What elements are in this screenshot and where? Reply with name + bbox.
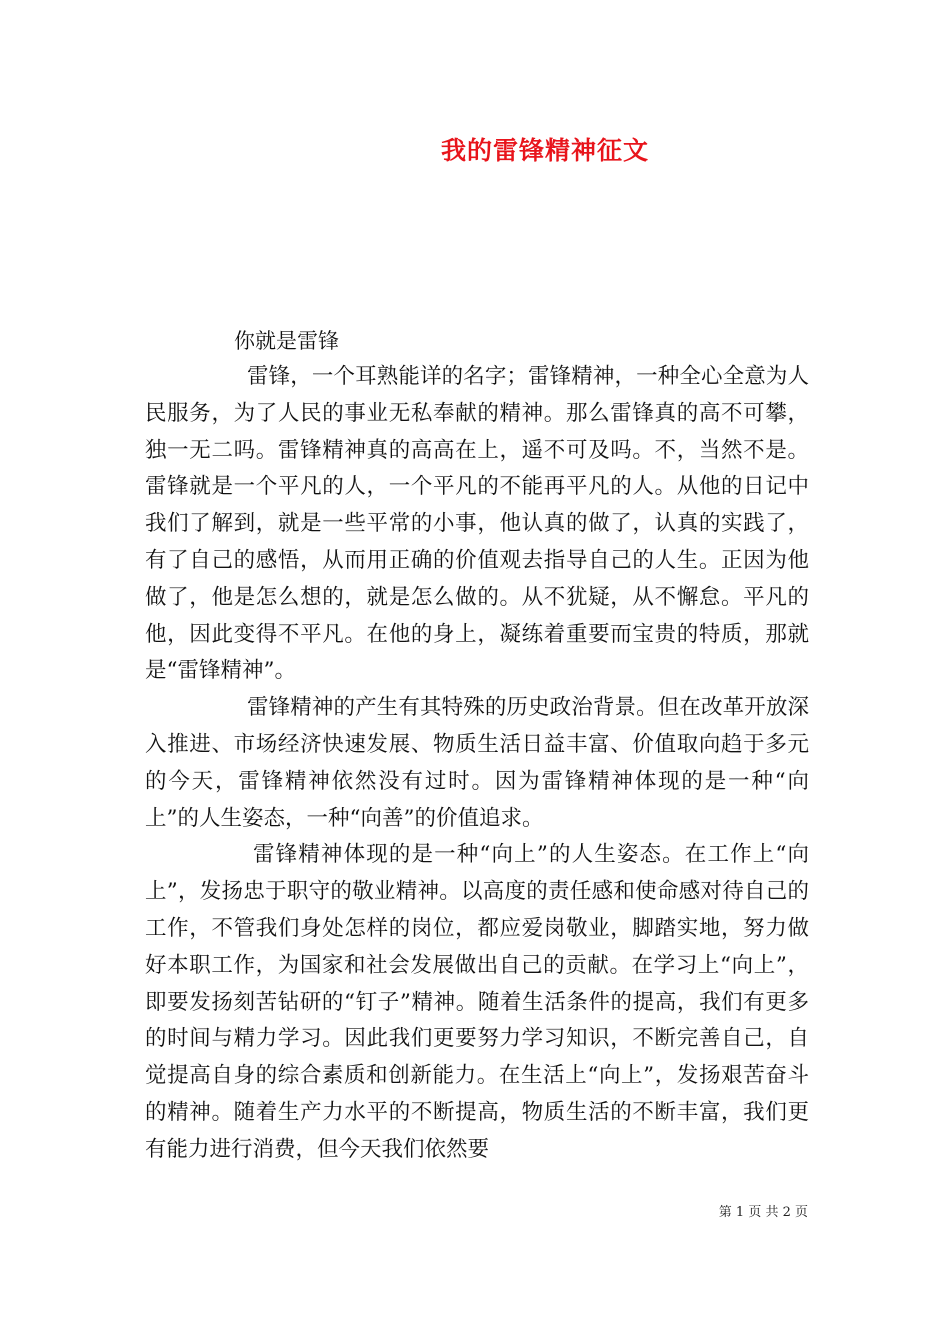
page-number-footer: 第 1 页 共 2 页	[718, 1205, 808, 1220]
document-title: 我的雷锋精神征文	[440, 136, 649, 165]
document-subtitle: 你就是雷锋	[234, 329, 339, 353]
paragraph-1: 雷锋，一个耳熟能详的名字；雷锋精神，一种全心全意为人民服务，为了人民的事业无私奉献的精神。那么雷锋真的高不可攀，独一无二吗。雷锋精神真的高高在上，遥不可及吗。不，当然不是。雷锋就是一个平凡的人，一个平凡的不能再平凡的人。从他的日记中我们了解到，就是一些平常的小事，他认真的做了，认真的实践了，有了自己的感悟，从而用正确的价值观去指导自己的人生。正因为他做了，他是怎么想的，就是怎么做的。从不犹疑，从不懈怠。平凡的他，因此变得不平凡。在他的身上，凝练着重要而宝贵的特质，那就是“雷锋精神”。	[145, 364, 809, 684]
paragraph-2: 雷锋精神的产生有其特殊的历史政治背景。但在改革开放深入推进、市场经济快速发展、物质生活日益丰富、价值取向趋于多元的今天，雷锋精神依然没有过时。因为雷锋精神体现的是一种“向上”的人生姿态，一种“向善”的价值追求。	[145, 695, 809, 831]
paragraph-3: 雷锋精神体现的是一种“向上”的人生姿态。在工作上“向上”，发扬忠于职守的敬业精神。以高度的责任感和使命感对待自己的工作，不管我们身处怎样的岗位，都应爱岗敬业，脚踏实地，努力做好本职工作，为国家和社会发展做出自己的贡献。在学习上“向上”，即要发扬刻苦钻研的“钉子”精神。随着生活条件的提高，我们有更多的时间与精力学习。因此我们更要努力学习知识，不断完善自己，自觉提高自身的综合素质和创新能力。在生活上“向上”，发扬艰苦奋斗的精神。随着生产力水平的不断提高，物质生活的不断丰富，我们更有能力进行消费，但今天我们依然要	[145, 842, 809, 1162]
document-body	[145, 359, 809, 1169]
